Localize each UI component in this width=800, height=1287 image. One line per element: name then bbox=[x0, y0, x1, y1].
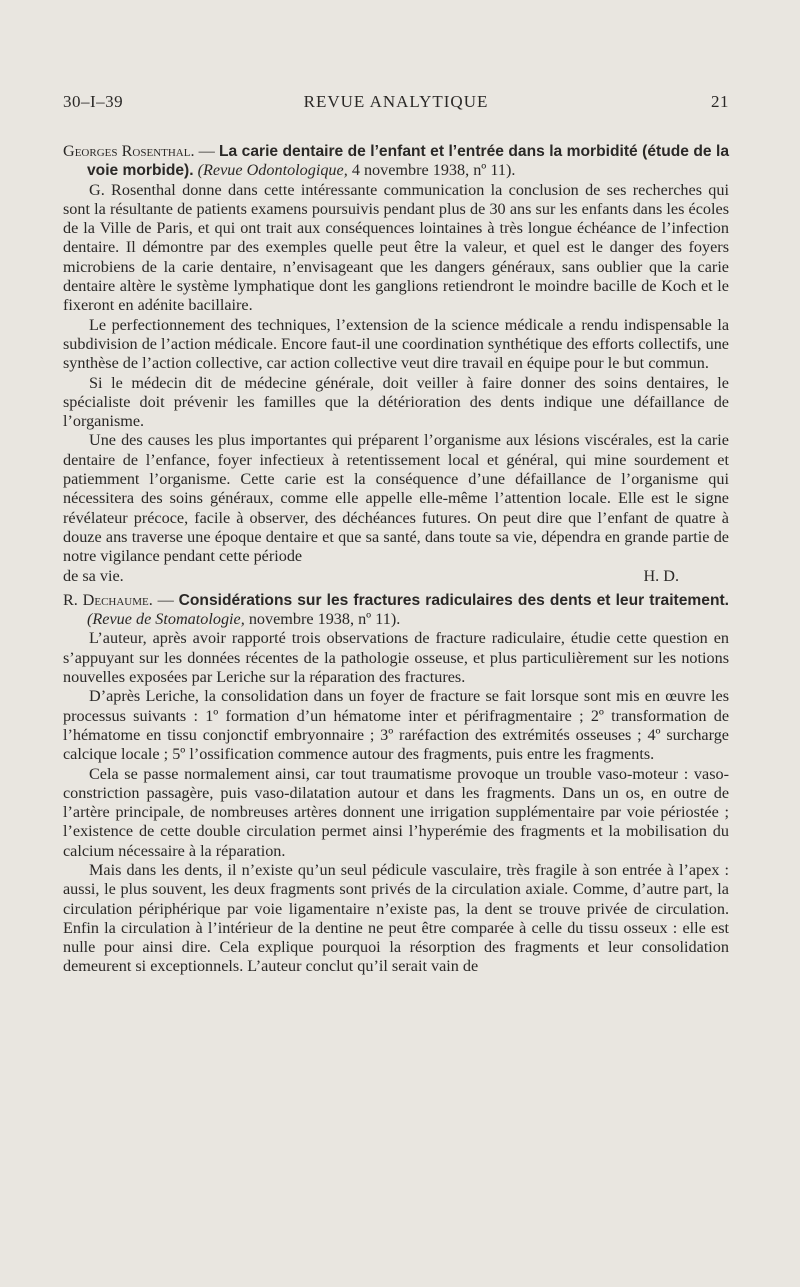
entry-author: Georges Rosenthal. bbox=[63, 142, 195, 160]
entry-dash: — bbox=[152, 590, 179, 609]
entry-journal: (Revue Odontologique, bbox=[197, 161, 348, 180]
journal-section-title: REVUE ANALYTIQUE bbox=[303, 92, 489, 111]
paragraph: D’après Leriche, la consolidation dans un foyer de fracture se fait lorsque sont mis en œuvre les processus suivants : 1º formation d’un hématome inter et périfragmentaire ; 2º transformation de l’hématome en tissu conjonctif embryonnaire ; 3º raréfaction des extrémités osseuses ; 4º surcharge calcique locale ; 5º l’ossification commence autour des fragments, puis entre les fragments. bbox=[63, 687, 729, 764]
entry-citation: 4 novembre 1938, nº 11). bbox=[347, 161, 516, 180]
paragraph: Si le médecin dit de médecine générale, doit veiller à faire donner des soins dentaires, le spécialiste doit prévenir les familles que la détérioration des dents indique une défaillance de l’organisme. bbox=[63, 373, 729, 431]
review-entry-rosenthal bbox=[63, 142, 729, 586]
page-number: 21 bbox=[711, 92, 729, 111]
paragraph: G. Rosenthal donne dans cette intéressante communication la conclusion de ses recherches qui sont la résultante de patients examens poursuivis pendant plus de 30 ans sur les enfants dans les écoles de la Ville de Paris, et qui ont trait aux conséquences lointaines à très longue échéance de l’infection dentaire. Il démontre par des exemples quelle peut être la valeur, et quel est le danger des foyers microbiens de la carie dentaire, n’envisageant que les dangers généraux, sans oublier que la carie dentaire altère le système lymphatique dont les ganglions retiendront le moindre bacille de Koch et le fixeront en adénite bacillaire. bbox=[63, 180, 729, 315]
paragraph: Une des causes les plus importantes qui préparent l’organisme aux lésions viscérales, est la carie dentaire de l’enfance, foyer infectieux à retentissement local et général, qui mine sourdement et patiemment l’organisme. Cette carie est la conséquence d’une défaillance de l’organisme qui nécessitera des soins généraux, comme elle appelle elle-même l’attention locale. Elle est le signe révélateur précoce, facile à observer, des déchéances futures. On peut dire que l’enfant de quatre à douze ans traverse une époque dentaire et que sa santé, dans toute sa vie, dépendra en grande partie de notre vigilance pendant cette période bbox=[63, 431, 729, 566]
entry-heading bbox=[63, 142, 729, 181]
running-header bbox=[63, 92, 729, 116]
reviewer-signature: H. D. bbox=[643, 566, 679, 585]
paragraph: Mais dans les dents, il n’existe qu’un seul pédicule vasculaire, très fragile à son entrée à l’apex : aussi, le plus souvent, les deux fragments sont privés de la circulation axiale. Comme, d’autre part, la circulation périphérique par voie ligamentaire n’existe pas, la dent se trouve privée de circulation. Enfin la circulation à l’intérieur de la dentine ne peut être comparée à celle du tissu osseux : elle est nulle pour ainsi dire. Cela explique pourquoi la résorption des fragments et leur consolidation demeurent si exceptionnels. L’auteur conclut qu’il serait vain de bbox=[63, 860, 729, 976]
entry-journal: (Revue de Stomatologie, bbox=[87, 610, 245, 629]
closing-text: de sa vie. bbox=[63, 566, 124, 585]
paragraph: Le perfectionnement des techniques, l’extension de la science médicale a rendu indispensable la subdivision de l’action médicale. Encore faut-il une coordination synthétique des efforts collectifs, une synthèse de l’action collective, car action collective veut dire travail en équipe pour le but commun. bbox=[63, 315, 729, 373]
entry-heading bbox=[63, 591, 729, 630]
closing-line bbox=[63, 567, 729, 586]
entry-title: La carie dentaire de l’enfant et l’entrée dans la morbidité (étude de la voie morbide). bbox=[87, 143, 730, 180]
issue-date: 30–I–39 bbox=[63, 92, 124, 111]
entry-dash: — bbox=[194, 142, 220, 160]
entry-author: R. Dechaume. bbox=[63, 590, 153, 609]
entry-citation: novembre 1938, nº 11). bbox=[244, 610, 401, 629]
article-body bbox=[63, 142, 729, 977]
entry-title: Considérations sur les fractures radiculaires des dents et leur traitement. bbox=[178, 591, 730, 609]
paragraph: Cela se passe normalement ainsi, car tout traumatisme provoque un trouble vaso-moteur : vaso-constriction passagère, puis vaso-dilatation autour et dans les fragments. Dans un os, en outre de l’artère principale, de nombreuses artères donnent une irrigation supplémentaire par voie périostée ; l’existence de cette double circulation permet ainsi l’hyperémie des fragments et la mobilisation du calcium nécessaire à la réparation. bbox=[63, 764, 729, 860]
review-entry-dechaume bbox=[63, 591, 729, 977]
paragraph: L’auteur, après avoir rapporté trois observations de fracture radiculaire, étudie cette question en s’appuyant sur les données récentes de la pathologie osseuse, et plus particulièrement sur les notions nouvelles exposées par Leriche sur la réparation des fractures. bbox=[63, 629, 729, 687]
